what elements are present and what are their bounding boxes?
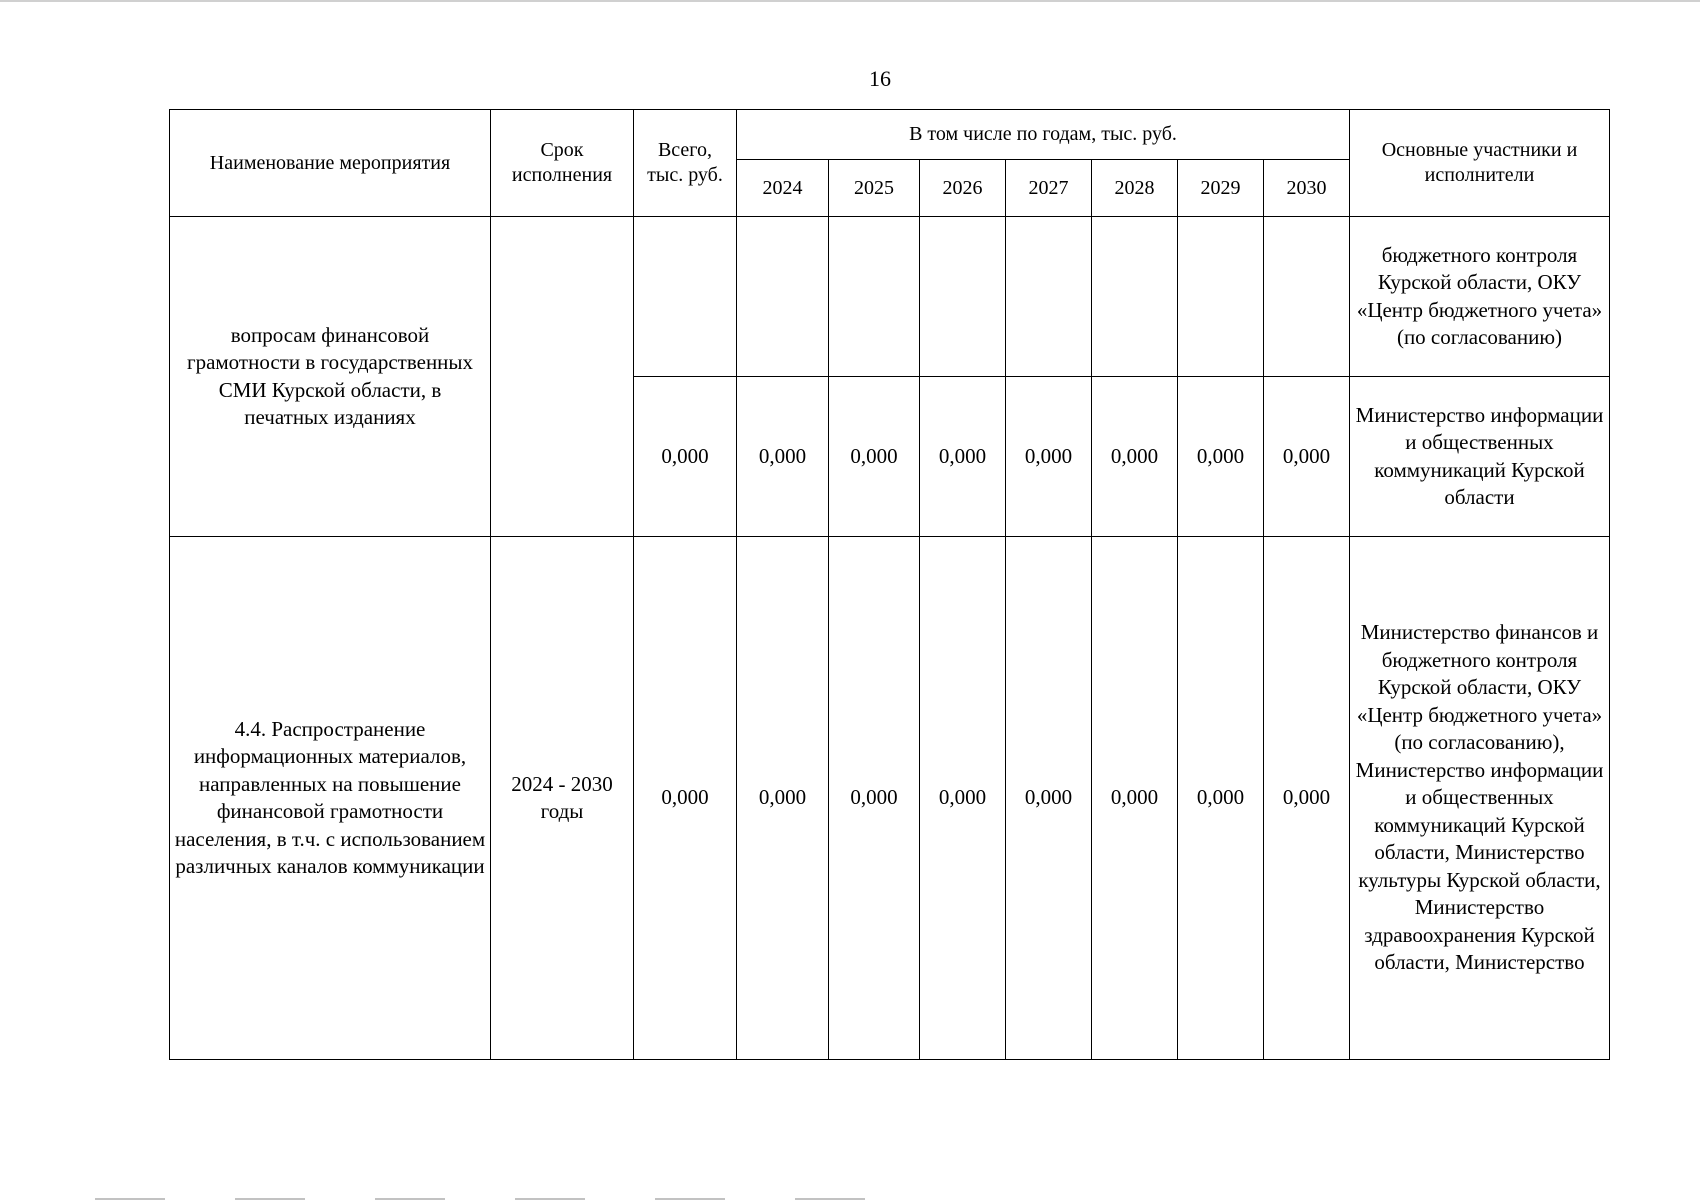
header-year: 2028 (1092, 160, 1178, 217)
activity-name: 4.4. Распространение информационных материалов, направленных на повышение финансовой грамотности населения, в т.ч. с использованием различных каналов коммуникации (170, 537, 491, 1060)
year-cell: 0,000 (920, 537, 1006, 1060)
total-cell (634, 217, 737, 377)
year-cell: 0,000 (1092, 537, 1178, 1060)
year-cell: 0,000 (1264, 537, 1350, 1060)
year-cell (829, 217, 920, 377)
year-cell: 0,000 (737, 537, 829, 1060)
year-cell (1264, 217, 1350, 377)
activity-term: 2024 - 2030 годы (491, 537, 634, 1060)
header-by-years: В том числе по годам, тыс. руб. (737, 110, 1350, 160)
year-cell: 0,000 (1006, 377, 1092, 537)
year-cell: 0,000 (1092, 377, 1178, 537)
year-cell: 0,000 (829, 377, 920, 537)
header-term: Срок исполнения (491, 110, 634, 217)
year-cell (1178, 217, 1264, 377)
year-cell: 0,000 (1264, 377, 1350, 537)
year-cell (920, 217, 1006, 377)
header-name: Наименование мероприятия (170, 110, 491, 217)
total-cell: 0,000 (634, 377, 737, 537)
year-cell: 0,000 (1178, 377, 1264, 537)
year-cell (737, 217, 829, 377)
year-cell (1006, 217, 1092, 377)
year-cell: 0,000 (829, 537, 920, 1060)
year-cell: 0,000 (920, 377, 1006, 537)
header-year: 2030 (1264, 160, 1350, 217)
header-total: Всего, тыс. руб. (634, 110, 737, 217)
activities-table (169, 109, 1610, 1060)
header-year: 2027 (1006, 160, 1092, 217)
year-cell (1092, 217, 1178, 377)
header-year: 2024 (737, 160, 829, 217)
table-row (170, 217, 1610, 377)
header-year: 2025 (829, 160, 920, 217)
total-cell: 0,000 (634, 537, 737, 1060)
year-cell: 0,000 (1178, 537, 1264, 1060)
participants-cell: Министерство финансов и бюджетного контроля Курской области, ОКУ «Центр бюджетного учета» (по согласованию), Министерство информации и общественных коммуникаций Курской области, Министерство культуры Курской области, Министерство здравоохранения Курской области, Министерство (1350, 537, 1610, 1060)
year-cell: 0,000 (1006, 537, 1092, 1060)
page-number: 16 (869, 66, 891, 91)
activity-term (491, 217, 634, 537)
header-participants: Основные участники и исполнители (1350, 110, 1610, 217)
participants-cell: Министерство информации и общественных коммуникаций Курской области (1350, 377, 1610, 537)
header-year: 2026 (920, 160, 1006, 217)
participants-cell: бюджетного контроля Курской области, ОКУ «Центр бюджетного учета» (по согласованию) (1350, 217, 1610, 377)
scan-edge-top (0, 0, 1700, 2)
header-year: 2029 (1178, 160, 1264, 217)
year-cell: 0,000 (737, 377, 829, 537)
table-row (170, 537, 1610, 1060)
activity-name: вопросам финансовой грамотности в государственных СМИ Курской области, в печатных изданиях (170, 217, 491, 537)
